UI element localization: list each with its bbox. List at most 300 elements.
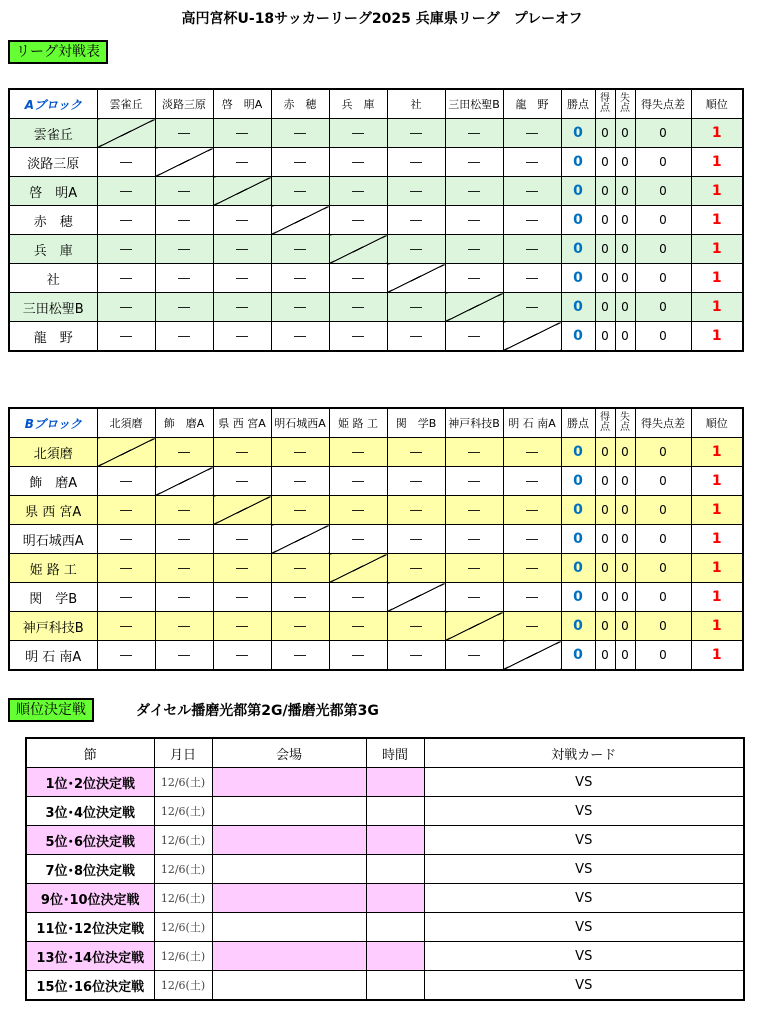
goals-for-cell: 0 [595, 206, 615, 235]
goal-diff-cell: 0 [635, 119, 691, 148]
goal-diff-cell: 0 [635, 467, 691, 496]
schedule-time-cell [366, 768, 424, 797]
rank-cell: 1 [691, 525, 743, 554]
goal-diff-cell: 0 [635, 177, 691, 206]
schedule-row [26, 797, 744, 826]
row-team-name: 赤 穂 [9, 206, 97, 235]
goals-for-cell: 0 [595, 438, 615, 467]
goals-for-cell: 0 [595, 467, 615, 496]
match-cell: ― [503, 293, 561, 322]
goals-against-cell: 0 [615, 293, 635, 322]
goal-diff-cell: 0 [635, 148, 691, 177]
schedule-stage-cell: 5位･6位決定戦 [26, 826, 154, 855]
rank-cell: 1 [691, 612, 743, 641]
diagonal-cell [97, 438, 155, 467]
match-cell: ― [213, 206, 271, 235]
match-cell: ― [271, 322, 329, 352]
goals-for-cell: 0 [595, 264, 615, 293]
schedule-date-cell: 12/6(土) [154, 768, 212, 797]
goals-for-cell: 0 [595, 496, 615, 525]
schedule-header: 時間 [366, 738, 424, 768]
table-row [9, 177, 743, 206]
schedule-header: 対戦カード [424, 738, 744, 768]
column-header: 勝点 [561, 408, 595, 438]
goal-diff-cell: 0 [635, 206, 691, 235]
row-team-name: 兵 庫 [9, 235, 97, 264]
schedule-header: 節 [26, 738, 154, 768]
column-team: 龍 野 [503, 89, 561, 119]
row-team-name: 三田松聖B [9, 293, 97, 322]
schedule-time-cell [366, 826, 424, 855]
match-cell: ― [387, 148, 445, 177]
match-cell: ― [213, 235, 271, 264]
goals-against-cell: 0 [615, 583, 635, 612]
match-cell: ― [387, 438, 445, 467]
match-cell: ― [155, 583, 213, 612]
match-cell: ― [329, 467, 387, 496]
ranking-label: 順位決定戦 [8, 698, 94, 722]
rank-cell: 1 [691, 467, 743, 496]
match-cell: ― [387, 612, 445, 641]
match-cell: ― [387, 554, 445, 583]
schedule-venue-cell [212, 826, 366, 855]
match-cell: ― [155, 264, 213, 293]
diagonal-cell [271, 206, 329, 235]
match-cell: ― [271, 235, 329, 264]
row-team-name: 明 石 南A [9, 641, 97, 671]
goals-against-cell: 0 [615, 235, 635, 264]
match-cell: ― [213, 264, 271, 293]
match-cell: ― [445, 641, 503, 671]
column-team: 雲雀丘 [97, 89, 155, 119]
match-cell: ― [503, 612, 561, 641]
schedule-card-cell: VS [424, 855, 744, 884]
match-cell: ― [155, 496, 213, 525]
match-cell: ― [503, 496, 561, 525]
match-cell: ― [271, 438, 329, 467]
match-cell: ― [271, 641, 329, 671]
match-cell: ― [445, 206, 503, 235]
match-cell: ― [329, 119, 387, 148]
schedule-time-cell [366, 855, 424, 884]
schedule-card-cell: VS [424, 768, 744, 797]
rank-cell: 1 [691, 293, 743, 322]
match-cell: ― [271, 496, 329, 525]
points-cell: 0 [561, 467, 595, 496]
column-team: 北須磨 [97, 408, 155, 438]
row-team-name: 啓 明A [9, 177, 97, 206]
match-cell: ― [97, 148, 155, 177]
schedule-stage-cell: 3位･4位決定戦 [26, 797, 154, 826]
match-cell: ― [329, 206, 387, 235]
match-cell: ― [503, 525, 561, 554]
goals-against-cell: 0 [615, 322, 635, 352]
goals-against-cell: 0 [615, 177, 635, 206]
goals-against-cell: 0 [615, 612, 635, 641]
match-cell: ― [97, 177, 155, 206]
table-row [9, 525, 743, 554]
schedule-stage-cell: 13位･14位決定戦 [26, 942, 154, 971]
schedule-date-cell: 12/6(土) [154, 797, 212, 826]
match-cell: ― [155, 554, 213, 583]
match-cell: ― [329, 641, 387, 671]
table-row [9, 583, 743, 612]
column-team: 姫 路 工 [329, 408, 387, 438]
schedule-venue-cell [212, 884, 366, 913]
goal-diff-cell: 0 [635, 641, 691, 671]
goals-against-cell: 0 [615, 438, 635, 467]
match-cell: ― [445, 177, 503, 206]
diagonal-cell [387, 583, 445, 612]
match-cell: ― [155, 438, 213, 467]
match-cell: ― [155, 525, 213, 554]
column-team: 明石城西A [271, 408, 329, 438]
match-cell: ― [213, 438, 271, 467]
diagonal-cell [503, 322, 561, 352]
schedule-stage-cell: 1位･2位決定戦 [26, 768, 154, 797]
match-cell: ― [213, 467, 271, 496]
match-cell: ― [445, 264, 503, 293]
diagonal-cell [97, 119, 155, 148]
column-team: 県 西 宮A [213, 408, 271, 438]
match-cell: ― [97, 293, 155, 322]
match-cell: ― [445, 235, 503, 264]
rank-cell: 1 [691, 177, 743, 206]
table-row [9, 322, 743, 352]
header-row [26, 738, 744, 768]
header-row [9, 89, 743, 119]
match-cell: ― [445, 148, 503, 177]
column-team: 飾 磨A [155, 408, 213, 438]
schedule-row [26, 971, 744, 1001]
schedule-row [26, 855, 744, 884]
table-row [9, 467, 743, 496]
table-row [9, 264, 743, 293]
match-cell: ― [503, 119, 561, 148]
diagonal-cell [155, 148, 213, 177]
match-cell: ― [271, 177, 329, 206]
row-team-name: 淡路三原 [9, 148, 97, 177]
match-cell: ― [387, 235, 445, 264]
schedule-card-cell: VS [424, 942, 744, 971]
match-cell: ― [387, 177, 445, 206]
rank-cell: 1 [691, 206, 743, 235]
match-cell: ― [387, 322, 445, 352]
schedule-card-cell: VS [424, 826, 744, 855]
match-cell: ― [213, 583, 271, 612]
match-cell: ― [271, 583, 329, 612]
match-cell: ― [387, 206, 445, 235]
match-cell: ― [155, 612, 213, 641]
table-row [9, 119, 743, 148]
column-team: 明 石 南A [503, 408, 561, 438]
points-cell: 0 [561, 293, 595, 322]
match-cell: ― [155, 641, 213, 671]
schedule-venue-cell [212, 855, 366, 884]
goals-for-cell: 0 [595, 235, 615, 264]
row-team-name: 明石城西A [9, 525, 97, 554]
match-cell: ― [271, 467, 329, 496]
goal-diff-cell: 0 [635, 322, 691, 352]
points-cell: 0 [561, 206, 595, 235]
match-cell: ― [97, 583, 155, 612]
schedule-date-cell: 12/6(土) [154, 855, 212, 884]
column-header: 得失点差 [635, 408, 691, 438]
row-team-name: 龍 野 [9, 322, 97, 352]
column-header: 順位 [691, 89, 743, 119]
match-cell: ― [97, 554, 155, 583]
goals-against-cell: 0 [615, 264, 635, 293]
match-cell: ― [155, 119, 213, 148]
table-row [9, 612, 743, 641]
match-cell: ― [387, 525, 445, 554]
points-cell: 0 [561, 641, 595, 671]
goal-diff-cell: 0 [635, 438, 691, 467]
schedule-venue-cell [212, 913, 366, 942]
diagonal-cell [445, 612, 503, 641]
goals-against-cell: 0 [615, 206, 635, 235]
schedule-venue-cell [212, 942, 366, 971]
schedule-row [26, 768, 744, 797]
schedule-date-cell: 12/6(土) [154, 913, 212, 942]
block-a-table [8, 88, 744, 352]
match-cell: ― [445, 467, 503, 496]
match-cell: ― [213, 119, 271, 148]
schedule-time-cell [366, 942, 424, 971]
schedule-time-cell [366, 797, 424, 826]
match-cell: ― [97, 264, 155, 293]
rank-cell: 1 [691, 554, 743, 583]
schedule-date-cell: 12/6(土) [154, 826, 212, 855]
goals-against-cell: 0 [615, 554, 635, 583]
match-cell: ― [213, 148, 271, 177]
schedule-card-cell: VS [424, 913, 744, 942]
diagonal-cell [213, 496, 271, 525]
match-cell: ― [329, 438, 387, 467]
match-cell: ― [97, 641, 155, 671]
ranking-schedule-table [25, 737, 745, 1001]
goals-for-cell: 0 [595, 293, 615, 322]
points-cell: 0 [561, 525, 595, 554]
table-row [9, 438, 743, 467]
match-cell: ― [329, 583, 387, 612]
goal-diff-cell: 0 [635, 612, 691, 641]
points-cell: 0 [561, 438, 595, 467]
match-cell: ― [213, 322, 271, 352]
match-cell: ― [387, 293, 445, 322]
match-cell: ― [329, 496, 387, 525]
match-cell: ― [503, 148, 561, 177]
match-cell: ― [387, 496, 445, 525]
rank-cell: 1 [691, 148, 743, 177]
match-cell: ― [97, 612, 155, 641]
table-row [9, 206, 743, 235]
schedule-time-cell [366, 884, 424, 913]
row-team-name: 県 西 宮A [9, 496, 97, 525]
schedule-venue-cell [212, 971, 366, 1001]
goal-diff-cell: 0 [635, 496, 691, 525]
column-team: 兵 庫 [329, 89, 387, 119]
goals-for-cell: 0 [595, 525, 615, 554]
goals-for-cell: 0 [595, 322, 615, 352]
schedule-venue-cell [212, 768, 366, 797]
match-cell: ― [271, 148, 329, 177]
row-team-name: 神戸科技B [9, 612, 97, 641]
match-cell: ― [503, 206, 561, 235]
points-cell: 0 [561, 612, 595, 641]
schedule-card-cell: VS [424, 971, 744, 1001]
match-cell: ― [155, 177, 213, 206]
match-cell: ― [155, 235, 213, 264]
table-row [9, 496, 743, 525]
match-cell: ― [329, 612, 387, 641]
goal-diff-cell: 0 [635, 264, 691, 293]
goals-for-cell: 0 [595, 119, 615, 148]
match-cell: ― [387, 467, 445, 496]
row-team-name: 関 学B [9, 583, 97, 612]
table-row [9, 554, 743, 583]
match-cell: ― [213, 641, 271, 671]
match-cell: ― [271, 612, 329, 641]
diagonal-cell [329, 554, 387, 583]
row-team-name: 姫 路 工 [9, 554, 97, 583]
column-team: 淡路三原 [155, 89, 213, 119]
row-team-name: 雲雀丘 [9, 119, 97, 148]
points-cell: 0 [561, 322, 595, 352]
block-label: Bブロック [9, 408, 97, 438]
schedule-date-cell: 12/6(土) [154, 971, 212, 1001]
match-cell: ― [445, 525, 503, 554]
block-label: Aブロック [9, 89, 97, 119]
diagonal-cell [271, 525, 329, 554]
schedule-stage-cell: 11位･12位決定戦 [26, 913, 154, 942]
goal-diff-cell: 0 [635, 525, 691, 554]
goals-for-cell: 0 [595, 554, 615, 583]
match-cell: ― [97, 467, 155, 496]
column-header: 得点 [595, 408, 615, 438]
match-cell: ― [503, 467, 561, 496]
points-cell: 0 [561, 583, 595, 612]
rank-cell: 1 [691, 235, 743, 264]
row-team-name: 社 [9, 264, 97, 293]
rank-cell: 1 [691, 322, 743, 352]
match-cell: ― [213, 554, 271, 583]
rank-cell: 1 [691, 641, 743, 671]
rank-cell: 1 [691, 438, 743, 467]
match-cell: ― [329, 525, 387, 554]
diagonal-cell [445, 293, 503, 322]
match-cell: ― [329, 293, 387, 322]
ranking-venue: ダイセル播磨光都第2G/播磨光都第3G [136, 703, 379, 719]
goals-for-cell: 0 [595, 612, 615, 641]
column-team: 関 学B [387, 408, 445, 438]
match-cell: ― [503, 554, 561, 583]
schedule-card-cell: VS [424, 884, 744, 913]
goal-diff-cell: 0 [635, 554, 691, 583]
diagonal-cell [155, 467, 213, 496]
schedule-date-cell: 12/6(土) [154, 884, 212, 913]
goals-against-cell: 0 [615, 467, 635, 496]
match-cell: ― [503, 438, 561, 467]
rank-cell: 1 [691, 264, 743, 293]
match-cell: ― [271, 119, 329, 148]
match-cell: ― [97, 525, 155, 554]
match-cell: ― [445, 438, 503, 467]
schedule-venue-cell [212, 797, 366, 826]
rank-cell: 1 [691, 583, 743, 612]
schedule-date-cell: 12/6(土) [154, 942, 212, 971]
match-cell: ― [445, 496, 503, 525]
match-cell: ― [97, 322, 155, 352]
diagonal-cell [213, 177, 271, 206]
goal-diff-cell: 0 [635, 583, 691, 612]
points-cell: 0 [561, 177, 595, 206]
schedule-time-cell [366, 971, 424, 1001]
schedule-time-cell [366, 913, 424, 942]
column-header: 失点 [615, 408, 635, 438]
table-row [9, 235, 743, 264]
goals-against-cell: 0 [615, 641, 635, 671]
column-team: 啓 明A [213, 89, 271, 119]
schedule-stage-cell: 7位･8位決定戦 [26, 855, 154, 884]
goals-against-cell: 0 [615, 496, 635, 525]
block-b-table [8, 407, 744, 671]
column-team: 赤 穂 [271, 89, 329, 119]
table-row [9, 148, 743, 177]
schedule-card-cell: VS [424, 797, 744, 826]
match-cell: ― [97, 235, 155, 264]
goals-for-cell: 0 [595, 148, 615, 177]
column-header: 得点 [595, 89, 615, 119]
diagonal-cell [387, 264, 445, 293]
match-cell: ― [445, 119, 503, 148]
match-cell: ― [155, 206, 213, 235]
match-cell: ― [271, 554, 329, 583]
column-team: 神戸科技B [445, 408, 503, 438]
match-cell: ― [387, 119, 445, 148]
column-header: 勝点 [561, 89, 595, 119]
points-cell: 0 [561, 119, 595, 148]
match-cell: ― [503, 177, 561, 206]
goal-diff-cell: 0 [635, 293, 691, 322]
column-team: 社 [387, 89, 445, 119]
row-team-name: 北須磨 [9, 438, 97, 467]
points-cell: 0 [561, 554, 595, 583]
column-header: 順位 [691, 408, 743, 438]
match-cell: ― [97, 496, 155, 525]
match-cell: ― [503, 235, 561, 264]
match-cell: ― [155, 322, 213, 352]
page-title: 高円宮杯U-18サッカーリーグ2025 兵庫県リーグ プレーオフ [181, 11, 583, 27]
row-team-name: 飾 磨A [9, 467, 97, 496]
points-cell: 0 [561, 496, 595, 525]
match-cell: ― [445, 554, 503, 583]
match-cell: ― [329, 148, 387, 177]
diagonal-cell [503, 641, 561, 671]
match-cell: ― [445, 322, 503, 352]
schedule-stage-cell: 9位･10位決定戦 [26, 884, 154, 913]
goals-against-cell: 0 [615, 525, 635, 554]
points-cell: 0 [561, 264, 595, 293]
column-team: 三田松聖B [445, 89, 503, 119]
schedule-header: 月日 [154, 738, 212, 768]
rank-cell: 1 [691, 496, 743, 525]
match-cell: ― [213, 612, 271, 641]
column-header: 得失点差 [635, 89, 691, 119]
match-cell: ― [213, 525, 271, 554]
match-cell: ― [503, 264, 561, 293]
match-cell: ― [387, 641, 445, 671]
